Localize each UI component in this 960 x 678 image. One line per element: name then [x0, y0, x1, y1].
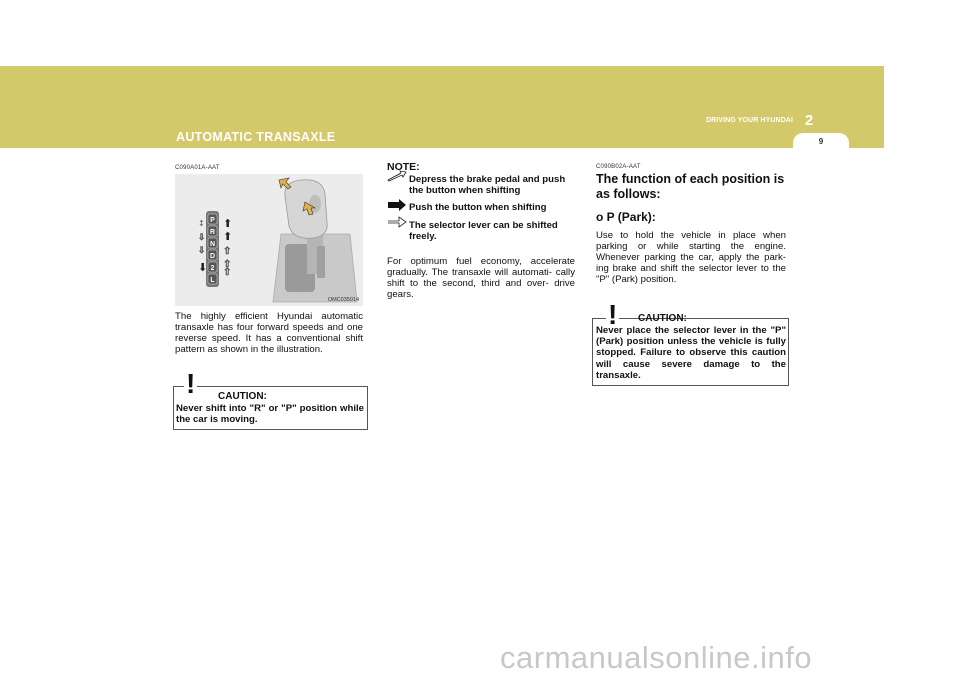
- note-title: NOTE:: [387, 161, 420, 173]
- lever-boot: [317, 246, 325, 278]
- watermark-text: carmanualsonline.info: [500, 640, 813, 675]
- left-caution-title: CAUTION:: [218, 391, 267, 402]
- right-caution-text: Never place the selector lever in the "P" (Park) position unless the vehicle is fully stopped. Failure to observe this caution will cause severe damage to the transaxle.: [596, 325, 786, 381]
- svg-text:↕: ↕: [198, 219, 205, 228]
- gear-letter-d: D: [209, 253, 216, 260]
- section-title: AUTOMATIC TRANSAXLE: [176, 130, 336, 144]
- left-section-code: C090A01A-AAT: [175, 165, 220, 171]
- warning-icon: !: [608, 299, 618, 330]
- shift-lever-illustration: [175, 174, 363, 306]
- header-band: [0, 66, 884, 148]
- park-paragraph: Use to hold the vehicle in place when parking or while starting the engine. Whenever parking the car, apply the park- ing brake and shift the selector lever to the "P" (Park) position.: [596, 230, 786, 285]
- svg-text:⇧: ⇧: [223, 259, 232, 270]
- position-function-heading: The function of each position is as follows:: [596, 172, 785, 201]
- gear-letter-2: 2: [210, 265, 215, 272]
- gear-letter-p: P: [210, 217, 215, 224]
- intro-paragraph: The highly efficient Hyundai automatic transaxle has four forward speeds and one reverse speed. It has a conventional shift pattern as shown in the illustration.: [175, 311, 363, 355]
- svg-text:⇩: ⇩: [198, 233, 206, 243]
- svg-text:⬇: ⬇: [198, 261, 208, 274]
- figure-code: OMC035014: [327, 297, 359, 303]
- svg-text:⬆: ⬆: [223, 230, 233, 243]
- note-item-depress-brake: Depress the brake pedal and push the button when shifting: [409, 174, 566, 196]
- warning-icon: !: [186, 368, 196, 399]
- svg-text:⇧: ⇧: [223, 267, 232, 278]
- gear-letter-l: L: [210, 277, 215, 284]
- right-shift-arrows: [223, 217, 232, 278]
- left-shift-arrows: [198, 219, 207, 274]
- chapter-number: 2: [804, 112, 814, 129]
- gear-letter-r: R: [209, 229, 216, 236]
- shift-lever-figure: [175, 174, 363, 306]
- svg-text:⇩: ⇩: [198, 246, 206, 256]
- svg-text:⬆: ⬆: [223, 217, 233, 230]
- note-item-push-button: Push the button when shifting: [409, 202, 547, 213]
- left-caution-text: Never shift into "R" or "P" position while the car is moving.: [176, 403, 364, 426]
- note-item-shift-freely: The selector lever can be shifted freely.: [409, 220, 558, 242]
- park-subheading: o P (Park):: [596, 210, 656, 224]
- diagonal-arrow-icon: [387, 170, 407, 182]
- fuel-economy-paragraph: For optimum fuel economy, accelerate gradually. The transaxle will automati- cally shift to the second, third and over- drive gears.: [387, 256, 575, 300]
- chapter-title: DRIVING YOUR HYUNDAI: [705, 117, 793, 124]
- svg-text:⇧: ⇧: [223, 246, 232, 257]
- gear-letter-n: N: [209, 241, 216, 248]
- right-section-code: C090B02A-AAT: [596, 164, 641, 170]
- solid-arrow-icon: [387, 199, 407, 211]
- right-caution-title: CAUTION:: [638, 313, 687, 324]
- page-number: 9: [818, 137, 824, 146]
- outline-arrow-icon: [387, 216, 407, 228]
